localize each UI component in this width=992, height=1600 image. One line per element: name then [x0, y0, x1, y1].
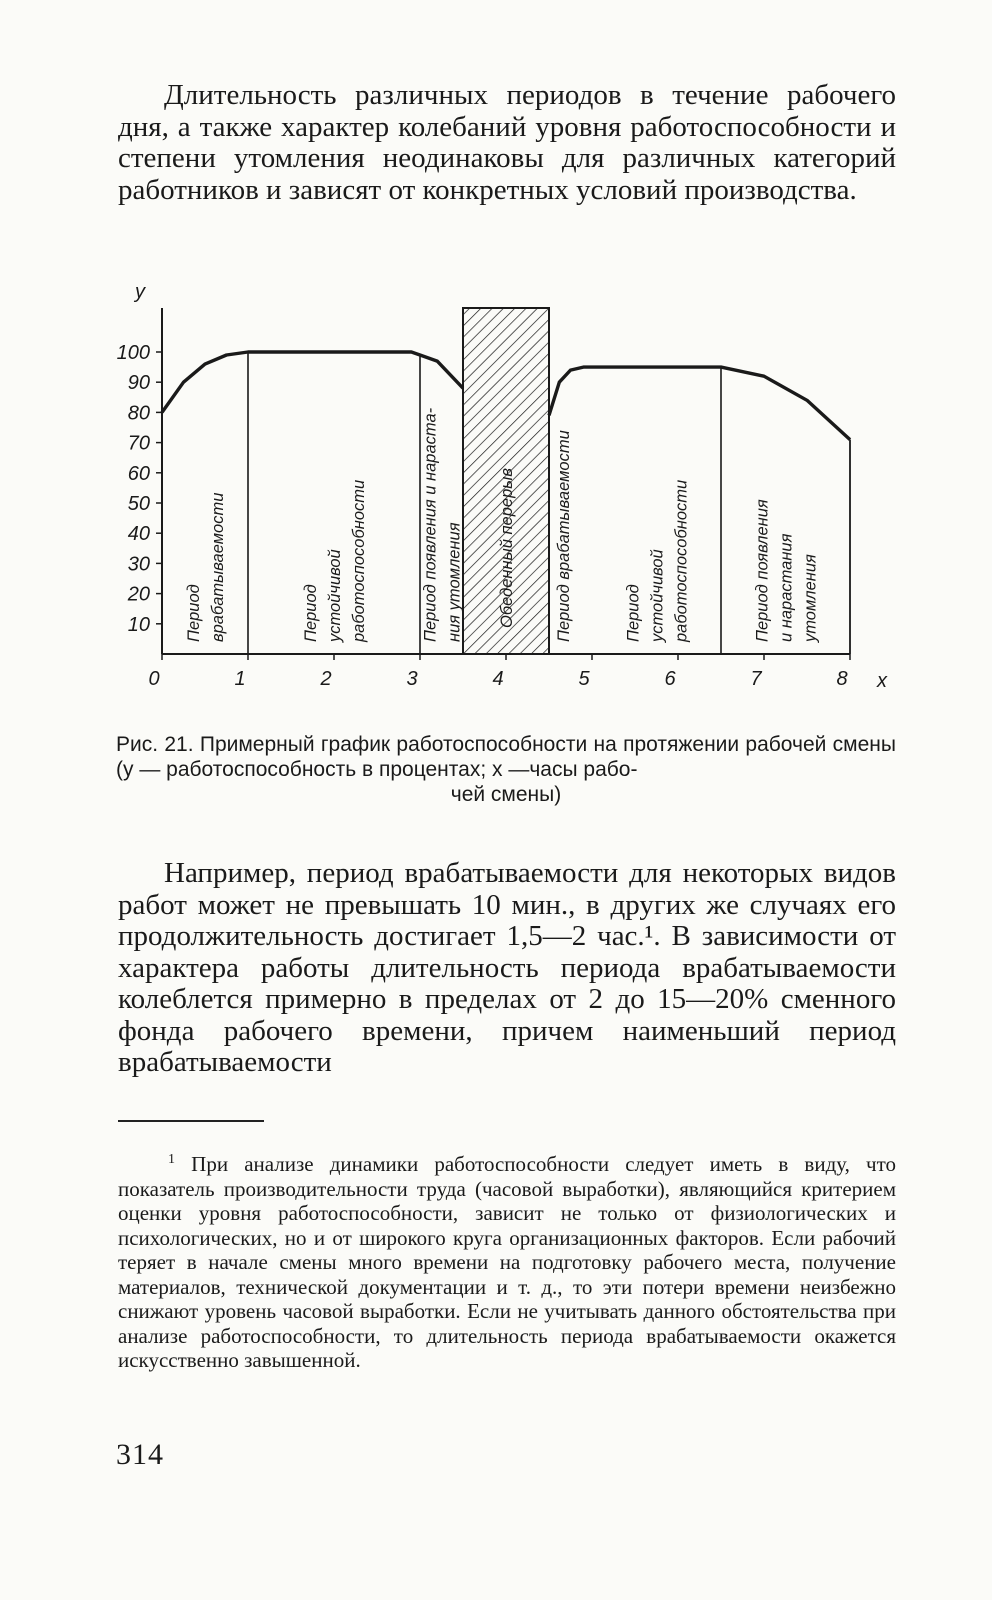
y-tick-label: 50: [127, 493, 150, 515]
figure-caption-end: чей смены): [450, 783, 562, 806]
y-tick-label: 80: [127, 402, 150, 425]
page-number: 314: [116, 1438, 164, 1471]
x-tick-label: 5: [578, 668, 590, 690]
y-tick-label: 70: [127, 432, 150, 455]
chart-layer: [117, 281, 888, 692]
x-tick-label: 4: [492, 668, 504, 690]
figure-caption: [116, 732, 896, 807]
chart-svg: [100, 270, 910, 710]
y-tick-label: 90: [127, 372, 150, 395]
paragraph-2: [118, 858, 896, 1079]
paragraph-1: [118, 80, 896, 206]
x-tick-label: 0: [148, 668, 160, 690]
lunch-break-label: Обеденный перерыв: [498, 467, 516, 628]
footnote-rule: [118, 1120, 264, 1122]
paragraph-1-text: Длительность различных периодов в течение рабочего дня, а также характер колебаний уровня работоспособности и степени утомления неодинаковы для различных категорий работников и зависят от конкретных условий производства.: [118, 79, 896, 206]
period-label: Период появления: [753, 499, 772, 642]
y-tick-label: 10: [127, 613, 150, 636]
period-label: устойчивой: [326, 549, 344, 642]
period-label: Период: [185, 584, 203, 642]
y-tick-label: 60: [127, 462, 150, 485]
x-tick-label: 8: [836, 668, 848, 690]
paragraph-2-text: Например, период врабатываемости для некоторых видов работ может не превышать 10 мин., в других же случаях его продолжительность достигает 1,5—2 час.¹. В зависимости от характера работы длительность периода врабатываемости колеблется примерно в пределах от 2 до 15—20% сменного фонда рабочего времени, причем наименьший период врабатываемости: [118, 857, 896, 1078]
x-axis-label: x: [877, 670, 887, 692]
y-tick-label: 100: [116, 342, 150, 364]
period-label: и нарастания: [777, 533, 796, 642]
work-capacity-curve: [549, 367, 850, 440]
y-axis-label: y: [135, 281, 145, 303]
period-label: Период врабатываемости: [554, 430, 573, 642]
period-label: устойчивой: [648, 549, 667, 642]
footnote-mark: 1: [168, 1152, 175, 1167]
y-tick-label: 30: [127, 553, 150, 576]
period-label: Период: [624, 584, 643, 642]
y-tick-label: 20: [127, 583, 150, 606]
x-tick-label: 6: [664, 668, 676, 690]
period-label: работоспособности: [350, 479, 368, 642]
footnote: [118, 1148, 896, 1373]
x-tick-label: 2: [320, 668, 332, 690]
period-label: ния утомления: [445, 522, 464, 642]
period-label: врабатываемости: [209, 492, 227, 642]
figure-work-capacity-chart: [100, 270, 910, 710]
work-capacity-curve: [162, 352, 463, 412]
y-tick-label: 40: [127, 523, 150, 546]
x-tick-label: 1: [234, 668, 246, 690]
x-tick-label: 7: [750, 668, 762, 690]
period-label: Период появления и нараста-: [421, 407, 440, 642]
footnote-text: При анализе динамики работоспособности следует иметь в виду, что показатель производительности труда (часовой выработки), являющийся критерием оценки уровня работоспособности, зависит не только от физиологических и психологических, но и от широкого круга организационных факторов. Если рабочий теряет в начале смены много времени на подготовку рабочего места, получение материалов, технической документации и т. д., то эти потери времени неизбежно снижают уровень часовой выработки. Если не учитывать данного обстоятельства при анализе работоспособности, то длительность периода врабатываемости окажется искусственно завышенной.: [118, 1152, 897, 1372]
period-label: утомления: [801, 554, 820, 642]
period-label: Период: [302, 584, 320, 642]
x-tick-label: 3: [406, 668, 418, 690]
figure-caption-main: Рис. 21. Примерный график работоспособности на протяжении рабочей смены (y — работоспособность в процентах; x —часы рабо-: [116, 733, 896, 781]
period-label: работоспособности: [672, 479, 691, 642]
